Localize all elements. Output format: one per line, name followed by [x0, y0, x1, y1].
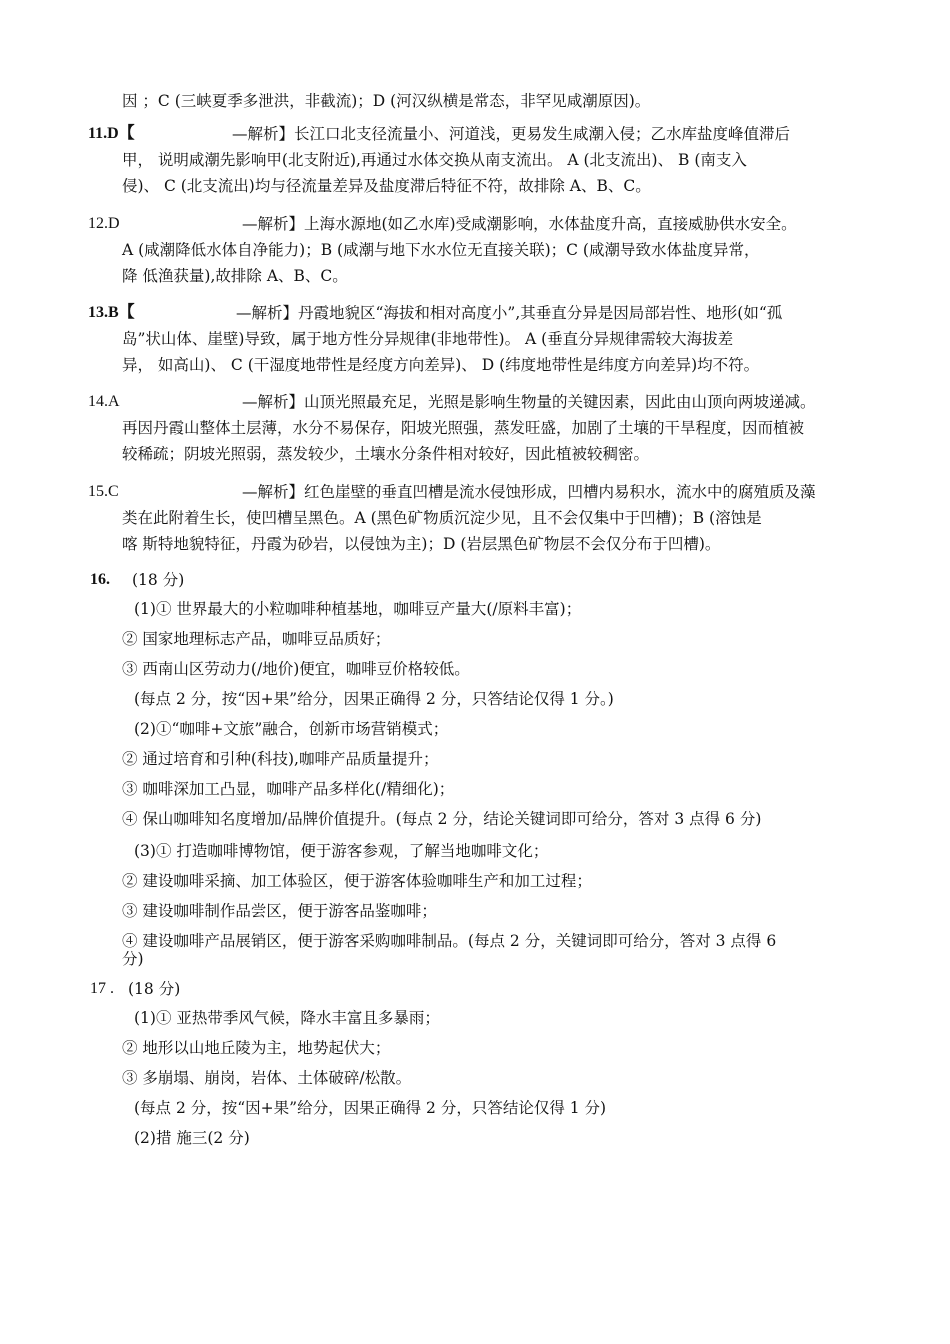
- q13-explanation-line3: 异， 如高山)、 C (干湿度地带性是经度方向差异)、 D (纬度地带性是纬度方向差异)均不符。: [122, 356, 760, 374]
- q16-part3-point4: ④ 建设咖啡产品展销区，便于游客采购咖啡制品。(每点 2 分，关键词即可给分，答对 3 点得 6: [122, 932, 777, 950]
- q16-part1-point3: ③ 西南山区劳动力(/地价)便宜，咖啡豆价格较低。: [122, 660, 470, 678]
- q16-part3-point2: ② 建设咖啡采摘、加工体验区，便于游客体验咖啡生产和加工过程；: [122, 872, 592, 890]
- q12-explanation-line1: —解析】上海水源地(如乙水库)受咸潮影响，水体盐度升高，直接威胁供水安全。: [242, 215, 797, 233]
- q11-explanation-line2: 甲， 说明咸潮先影响甲(北支附近),再通过水体交换从南支流出。 A (北支流出)、 B (南支入: [122, 151, 747, 169]
- q16-part3-point3: ③ 建设咖啡制作品尝区，便于游客品鉴咖啡；: [122, 902, 437, 920]
- q17-part1-point2: ② 地形以山地丘陵为主，地势起伏大；: [122, 1039, 391, 1057]
- q16-number: 16.: [90, 571, 110, 588]
- q11-answer: 11.D【: [88, 125, 135, 142]
- q17-part1-point1: (1)① 亚热带季风气候，降水丰富且多暴雨；: [134, 1009, 440, 1027]
- q10-explanation-tail: 因 ；C (三峡夏季多泄洪，非截流)；D (河汉纵横是常态，非罕见咸潮原因)。: [122, 92, 651, 110]
- q13-explanation-line1: —解析】丹霞地貌区“海拔和相对高度小”,其垂直分异是因局部岩性、地形(如“孤: [236, 304, 783, 322]
- q15-explanation-line3: 喀 斯特地貌特征，丹霞为砂岩，以侵蚀为主)；D (岩层黑色矿物层不会仅分布于凹槽)。: [122, 535, 721, 553]
- q17-part1-scoring: (每点 2 分，按“因+果”给分，因果正确得 2 分，只答结论仅得 1 分): [134, 1099, 607, 1117]
- q14-explanation-line3: 较稀疏；阴坡光照弱，蒸发较少，土壤水分条件相对较好，因此植被较稠密。: [122, 445, 650, 463]
- q13-explanation-line2: 岛”状山体、崖壁)导致，属于地方性分异规律(非地带性)。 A (垂直分异规律需较大海拔差: [122, 330, 734, 348]
- q16-part2-point4: ④ 保山咖啡知名度增加/品牌价值提升。(每点 2 分，结论关键词即可给分，答对 3 点得 6 分): [122, 810, 762, 828]
- q16-part3-point1: (3)① 打造咖啡博物馆，便于游客参观，了解当地咖啡文化；: [134, 842, 549, 860]
- q13-answer: 13.B【: [88, 304, 135, 321]
- q16-part1-point1: (1)① 世界最大的小粒咖啡种植基地，咖啡豆产量大(/原料丰富)；: [134, 600, 582, 618]
- q15-explanation-line1: —解析】红色崖壁的垂直凹槽是流水侵蚀形成，凹槽内易积水，流水中的腐殖质及藻: [242, 483, 816, 501]
- q16-part2-point1: (2)①“咖啡+文旅”融合，创新市场营销模式；: [134, 720, 449, 738]
- q12-answer: 12.D: [88, 215, 120, 232]
- q15-answer: 15.C: [88, 483, 119, 500]
- q16-part1-scoring: (每点 2 分，按“因+果”给分，因果正确得 2 分，只答结论仅得 1 分。): [134, 690, 614, 708]
- q12-explanation-line3: 降 低渔获量),故排除 A、B、C。: [122, 267, 348, 285]
- q11-explanation-line3: 侵)、 C (北支流出)均与径流量差异及盐度滞后特征不符，故排除 A、B、C。: [122, 177, 651, 195]
- q16-part2-point2: ② 通过培育和引种(科技),咖啡产品质量提升；: [122, 750, 439, 768]
- q17-part2-answer: (2)措 施三(2 分): [134, 1129, 250, 1147]
- q17-number: 17 .: [90, 980, 114, 997]
- q11-explanation-line1: —解析】长江口北支径流量小、河道浅，更易发生咸潮入侵；乙水库盐度峰值滞后: [232, 125, 791, 143]
- q14-explanation-line2: 再因丹霞山整体土层薄，水分不易保存，阳坡光照强，蒸发旺盛，加剧了土壤的干旱程度，因而植被: [122, 419, 805, 437]
- q14-answer: 14.A: [88, 393, 120, 410]
- q16-part2-point3: ③ 咖啡深加工凸显，咖啡产品多样化(/精细化)；: [122, 780, 455, 798]
- q17-part1-point3: ③ 多崩塌、崩岗，岩体、土体破碎/松散。: [122, 1069, 412, 1087]
- q16-part3-point4-tail: 分): [122, 950, 144, 968]
- q16-score: (18 分): [132, 571, 185, 589]
- q15-explanation-line2: 类在此附着生长，使凹槽呈黑色。A (黑色矿物质沉淀少见，且不会仅集中于凹槽)；B (溶蚀是: [122, 509, 762, 527]
- q16-part1-point2: ② 国家地理标志产品，咖啡豆品质好；: [122, 630, 391, 648]
- q12-explanation-line2: A (咸潮降低水体自净能力)；B (咸潮与地下水水位无直接关联)；C (咸潮导致水体盐度异常，: [122, 241, 760, 259]
- q14-explanation-line1: —解析】山顶光照最充足，光照是影响生物量的关键因素，因此由山顶向两坡递减。: [242, 393, 816, 411]
- q17-score: (18 分): [128, 980, 181, 998]
